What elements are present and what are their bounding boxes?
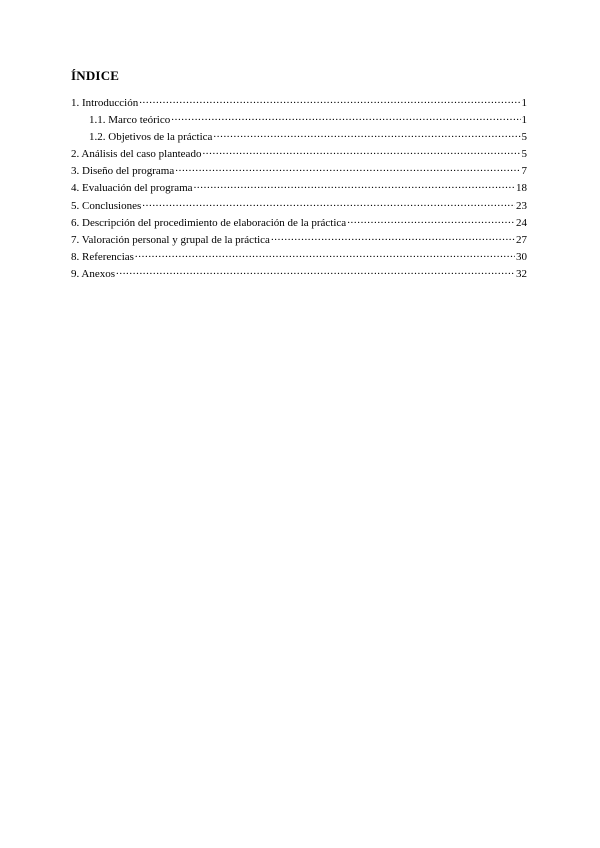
toc-leader-dots xyxy=(271,233,515,243)
toc-entry-label: 9. Anexos xyxy=(71,267,115,280)
toc-entry-analisis[interactable] xyxy=(71,146,527,163)
toc-entry-label: 6. Descripción del procedimiento de elaboración de la práctica xyxy=(71,216,347,229)
toc-entry-page: 1 xyxy=(521,114,527,127)
table-of-contents xyxy=(71,95,527,283)
toc-entry-label: 4. Evaluación del programa xyxy=(71,182,193,195)
toc-entry-valoracion[interactable] xyxy=(71,232,527,249)
toc-entry-label: 7. Valoración personal y grupal de la práctica xyxy=(71,233,270,246)
toc-entry-label: 1. Introducción xyxy=(71,97,139,109)
toc-entry-page: 7 xyxy=(521,165,527,178)
toc-entry-page: 30 xyxy=(516,250,527,263)
toc-title: ÍNDICE xyxy=(71,68,120,83)
toc-entry-label: 8. Referencias xyxy=(71,250,134,263)
toc-entry-marco-teorico[interactable] xyxy=(71,112,527,129)
toc-leader-dots xyxy=(139,96,520,106)
toc-entry-introduccion[interactable] xyxy=(71,95,527,112)
toc-leader-dots xyxy=(347,216,515,226)
toc-entry-label: 1.2. Objetivos de la práctica xyxy=(89,131,213,144)
toc-entry-page: 1 xyxy=(521,97,527,109)
toc-entry-page: 5 xyxy=(521,148,527,161)
toc-entry-page: 5 xyxy=(521,131,527,144)
toc-leader-dots xyxy=(142,199,515,209)
toc-leader-dots xyxy=(194,181,515,191)
toc-entry-referencias[interactable] xyxy=(71,249,527,266)
toc-entry-objetivos[interactable] xyxy=(71,129,527,146)
toc-entry-label: 1.1. Marco teórico xyxy=(89,114,171,127)
toc-leader-dots xyxy=(202,147,520,157)
toc-entry-anexos[interactable] xyxy=(71,266,527,283)
toc-leader-dots xyxy=(135,250,515,260)
toc-entry-descripcion[interactable] xyxy=(71,215,527,232)
toc-entry-page: 24 xyxy=(516,216,527,229)
toc-entry-page: 27 xyxy=(516,233,527,246)
toc-entry-page: 23 xyxy=(516,199,527,212)
toc-leader-dots xyxy=(116,267,515,277)
toc-leader-dots xyxy=(213,130,520,140)
toc-leader-dots xyxy=(171,113,520,123)
toc-entry-label: 5. Conclusiones xyxy=(71,199,142,212)
toc-entry-page: 18 xyxy=(516,182,527,195)
toc-entry-evaluacion[interactable] xyxy=(71,180,527,197)
toc-entry-page: 32 xyxy=(516,267,527,280)
toc-entry-conclusiones[interactable] xyxy=(71,198,527,215)
toc-leader-dots xyxy=(175,164,520,174)
toc-entry-label: 3. Diseño del programa xyxy=(71,165,175,178)
toc-entry-diseno[interactable] xyxy=(71,163,527,180)
toc-entry-label: 2. Análisis del caso planteado xyxy=(71,148,202,161)
